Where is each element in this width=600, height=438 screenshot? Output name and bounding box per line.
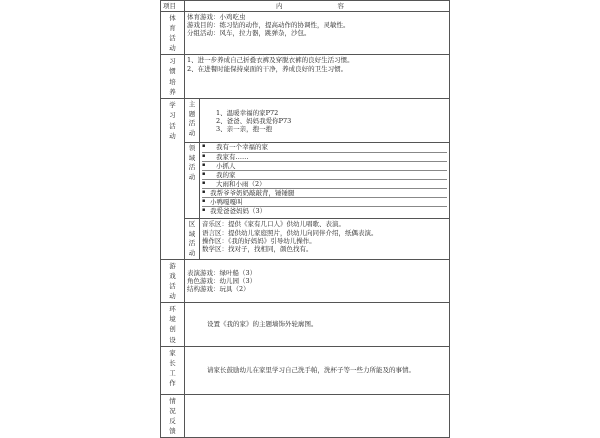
feedback-row bbox=[161, 394, 450, 437]
domain-item-1: ▪ 我有一个幸福的家 bbox=[202, 143, 447, 152]
theme-line-1: 1、温暖幸福的家P72 bbox=[216, 108, 279, 117]
theme-line-2: 2、爸爸、妈妈我爱你P73 bbox=[216, 116, 292, 125]
habits-content-cell bbox=[185, 55, 450, 99]
feedback-label: 情况反馈 bbox=[169, 396, 176, 435]
sports-line-1: 体育游戏：小鸡吃虫 bbox=[187, 13, 246, 22]
learning-label-cell bbox=[161, 99, 185, 260]
area-line-3: 操作区：《我的好妈妈》引导幼儿操作。 bbox=[202, 236, 316, 245]
games-label-cell bbox=[161, 260, 185, 303]
habits-line-1: 1、进一步养成自己折叠衣裤及穿脱衣裤的良好生活习惯。 bbox=[187, 56, 354, 65]
games-content-cell bbox=[185, 260, 450, 303]
parents-row bbox=[161, 346, 450, 394]
sports-line-2: 游戏目的：练习钻的动作，提高动作的协调性，灵敏性。 bbox=[187, 21, 350, 30]
area-activity-row bbox=[161, 219, 450, 260]
sports-label: 体育活动 bbox=[169, 14, 176, 53]
area-label: 区域活动 bbox=[188, 220, 196, 257]
games-row bbox=[161, 260, 450, 303]
environment-label: 环境创设 bbox=[169, 305, 176, 344]
environment-row bbox=[161, 303, 450, 346]
parents-content-cell bbox=[185, 346, 450, 394]
domain-label: 领域活动 bbox=[188, 144, 196, 181]
habits-label-cell bbox=[161, 55, 185, 99]
theme-content-cell bbox=[200, 99, 450, 143]
feedback-content-cell bbox=[185, 394, 450, 437]
parents-label-cell bbox=[161, 346, 185, 394]
games-line-3: 结构游戏：玩具（2） bbox=[187, 285, 250, 294]
environment-label-cell bbox=[161, 303, 185, 346]
area-content-cell bbox=[200, 219, 450, 260]
header-content-cell: 内 容 bbox=[185, 1, 450, 12]
domain-item-2: ▪ 我家有…… bbox=[202, 153, 447, 162]
learning-label: 学习活动 bbox=[169, 101, 176, 140]
domain-activity-row bbox=[161, 143, 450, 219]
weekly-plan-table bbox=[160, 0, 450, 438]
area-label-cell bbox=[185, 219, 200, 260]
area-line-4: 数学区：找对子，找相同，颜色找有。 bbox=[202, 244, 313, 253]
games-line-1: 表演游戏：绿叶船（3） bbox=[187, 269, 257, 277]
domain-item-4: ▪ 我的家 bbox=[202, 171, 447, 180]
feedback-label-cell bbox=[161, 394, 185, 437]
parents-text: 请家长鼓励幼儿在家里学习自己洗手帕，洗杯子等一些力所能及的事情。 bbox=[207, 366, 415, 374]
area-line-1: 音乐区：提供《家有几口人》供幼儿唱歌、表演。 bbox=[202, 220, 345, 229]
games-line-2: 角色游戏：幼儿园（3） bbox=[187, 277, 257, 286]
sports-content-cell bbox=[185, 12, 450, 55]
domain-item-5: ▪ 大雨和小雨（2） bbox=[202, 180, 447, 189]
theme-label: 主题活动 bbox=[188, 100, 196, 137]
domain-item-8: ▪ 我爱爸爸妈妈（3） bbox=[202, 207, 447, 215]
theme-label-cell bbox=[185, 99, 200, 143]
domain-item-3: ▪ 小抓人 bbox=[202, 162, 447, 171]
table-header-row bbox=[161, 1, 450, 12]
parents-label: 家长工作 bbox=[169, 348, 176, 387]
sports-line-3: 分组活动：风车，拉力器，跳弹杂，沙包。 bbox=[187, 29, 311, 38]
sports-row bbox=[161, 12, 450, 55]
games-label: 游戏活动 bbox=[169, 262, 176, 301]
environment-text: 设置《我的家》的主题墙饰外轮廓图。 bbox=[207, 320, 318, 329]
environment-content-cell bbox=[185, 303, 450, 346]
domain-item-7: ▪ 小鸭嘎嘎叫 bbox=[202, 198, 447, 207]
theme-activity-row bbox=[161, 99, 450, 143]
sports-label-cell bbox=[161, 12, 185, 55]
header-item-cell: 项目 bbox=[161, 1, 185, 12]
domain-item-6: ▪ 我帮爷爷奶奶敲敲背，锤锤腿 bbox=[202, 189, 447, 198]
habits-label: 习惯培养 bbox=[169, 57, 176, 96]
habits-line-2: 2、在进餐时能保持桌面的干净，养成良好的卫生习惯。 bbox=[187, 64, 348, 73]
habits-row bbox=[161, 55, 450, 99]
theme-line-3: 3、亲一亲，抱一抱 bbox=[216, 124, 273, 133]
area-line-2: 语言区：提供幼儿家庭照片，供幼儿向同伴介绍，纸偶表演。 bbox=[202, 228, 378, 237]
domain-content-cell bbox=[200, 143, 450, 219]
domain-label-cell bbox=[185, 143, 200, 219]
